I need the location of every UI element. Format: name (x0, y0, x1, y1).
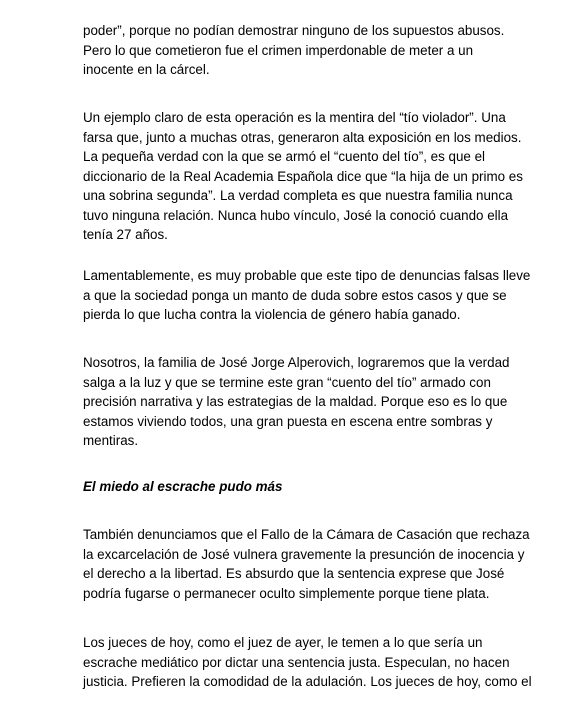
paragraph-line: podría fugarse o permanecer oculto simplemente porque tiene plata. (83, 585, 490, 601)
paragraph-line: diccionario de la Real Academia Española dice que “la hija de un primo es (83, 168, 523, 184)
paragraph-line: Los jueces de hoy, como el juez de ayer, le temen a lo que sería un (83, 635, 483, 650)
paragraph-line: tuvo ninguna relación. Nunca hubo vínculo, José la conoció cuando ella (83, 207, 509, 223)
paragraph-line: salga a la luz y que se termine este gran “cuento del tío” armado con (83, 374, 491, 390)
paragraph-3 (83, 266, 531, 325)
paragraph-line: precisión narrativa y las estrategias de la maldad. Porque eso es lo que (83, 394, 508, 409)
paragraph-line: pierda lo que lucha contra la violencia de género había ganado. (83, 307, 461, 322)
paragraph-1 (83, 21, 523, 80)
paragraph-line: la excarcelación de José vulnera gravemente la presunción de inocencia y (83, 546, 525, 562)
paragraph-line: a que la sociedad ponga un manto de duda sobre estos casos y que se (83, 287, 507, 303)
paragraph-line: poder”, porque no podían demostrar ninguno de los supuestos abusos. (83, 23, 505, 38)
paragraph-line: Lamentablemente, es muy probable que este tipo de denuncias falsas lleve (83, 268, 531, 283)
paragraph-2 (83, 108, 523, 245)
paragraph-4 (83, 353, 523, 451)
paragraph-line: Nosotros, la familia de José Jorge Alperovich, lograremos que la verdad (83, 355, 510, 370)
paragraph-line: una sobrina segunda”. La verdad completa es que nuestra familia nunca (83, 188, 513, 203)
paragraph-line: justicia. Prefieren la comodidad de la adulación. Los jueces de hoy, como el (83, 674, 532, 689)
paragraph-line: farsa que, junto a muchas otras, generaron alta exposición en los medios. (83, 129, 522, 145)
paragraph-line: tenía 27 años. (83, 227, 168, 242)
paragraph-6 (83, 633, 532, 692)
paragraph-line: También denunciamos que el Fallo de la Cámara de Casación que rechaza (83, 527, 530, 542)
paragraph-line: mentiras. (83, 433, 139, 448)
paragraph-5 (83, 525, 530, 603)
paragraph-line: inocente en la cárcel. (83, 62, 210, 77)
paragraph-line: estamos viviendo todos, una gran puesta en escena entre sombras y (83, 413, 493, 429)
paragraph-line: Un ejemplo claro de esta operación es la mentira del “tío violador”. Una (83, 110, 506, 125)
paragraph-line: el derecho a la libertad. Es absurdo que la sentencia exprese que José (83, 566, 505, 581)
paragraph-line: La pequeña verdad con la que se armó el “cuento del tío”, es que el (83, 149, 485, 164)
paragraph-line: Pero lo que cometieron fue el crimen imperdonable de meter a un (83, 42, 474, 58)
section-heading: El miedo al escrache pudo más (83, 479, 283, 494)
paragraph-line: escrache mediático por dictar una sentencia justa. Especulan, no hacen (83, 654, 510, 670)
